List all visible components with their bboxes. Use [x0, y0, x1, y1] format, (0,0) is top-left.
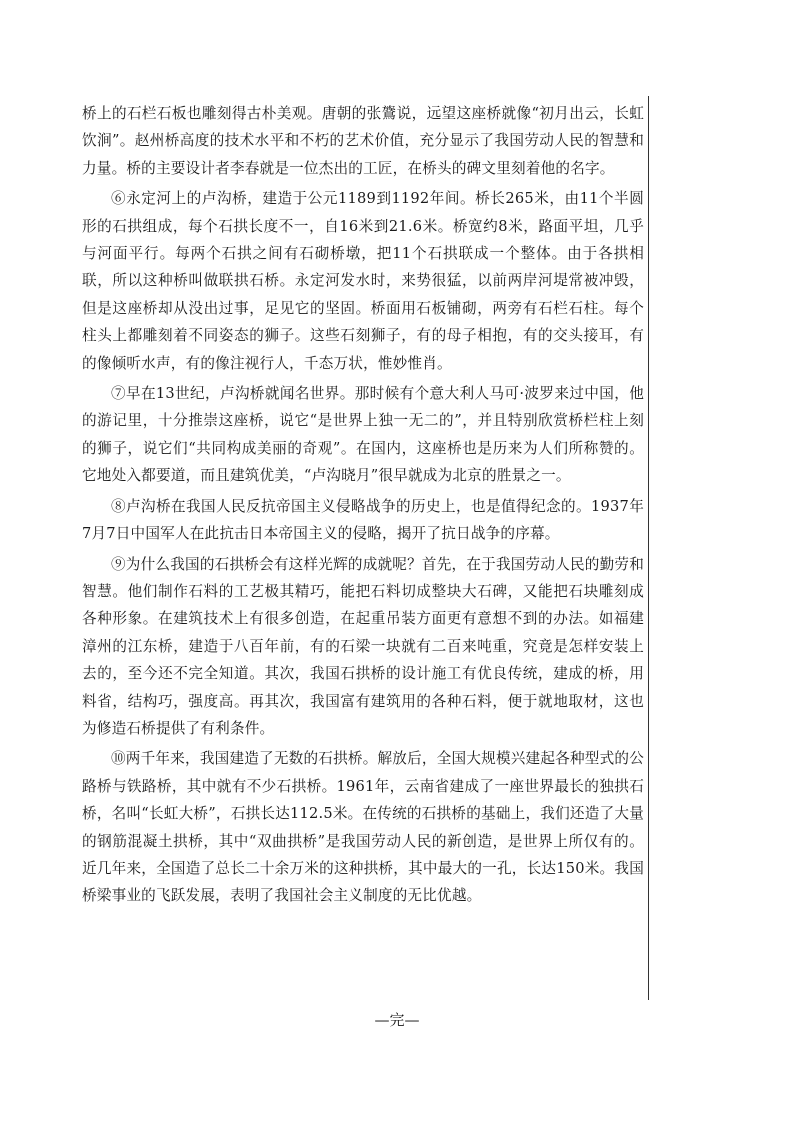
- paragraph-8: ⑧卢沟桥在我国人民反抗帝国主义侵略战争的历史上，也是值得纪念的。1937年7月7日中国军人在此抗击日本帝国主义的侵略，揭开了抗日战争的序幕。: [82, 497, 644, 543]
- paragraph-7: ⑦早在13世纪，卢沟桥就闻名世界。那时候有个意大利人马可·波罗来过中国，他的游记里，十分推崇这座桥，说它“是世界上独一无二的”，并且特别欣赏桥栏柱上刻的狮子，说它们“共同构成美丽的奇观”。在国内，这座桥也是历来为人们所称赞的。它地处入都要道，而且建筑优美，“卢沟晓月”很早就成为北京的胜景之一。: [82, 385, 644, 485]
- paragraph-6: ⑥永定河上的卢沟桥，建造于公元1189到1192年间。桥长265米，由11个半圆形的石拱组成，每个石拱长度不一，自16米到21.6米。桥宽约8米，路面平坦，几乎与河面平行。每两个石拱之间有石砌桥墩，把11个石拱联成一个整体。由于各拱相联，所以这种桥叫做联拱石桥。永定河发水时，来势很猛，以前两岸河堤常被冲毁，但是这座桥却从没出过事，足见它的坚固。桥面用石板铺砌，两旁有石栏石柱。每个柱头上都雕刻着不同姿态的狮子。这些石刻狮子，有的母子相抱，有的交头接耳，有的像倾听水声，有的像注视行人，千态万状，惟妙惟肖。: [82, 190, 644, 372]
- margin-rule: [648, 96, 649, 1000]
- paragraph-9: ⑨为什么我国的石拱桥会有这样光辉的成就呢？首先，在于我国劳动人民的勤劳和智慧。他们制作石料的工艺极其精巧，能把石料切成整块大石碑，又能把石块雕刻成各种形象。在建筑技术上有很多创造，在起重吊装方面更有意想不到的办法。如福建漳州的江东桥，建造于八百年前，有的石梁一块就有二百来吨重，究竟是怎样安装上去的，至今还不完全知道。其次，我国石拱桥的设计施工有优良传统，建成的桥，用料省，结构巧，强度高。再其次，我国富有建筑用的各种石料，便于就地取材，这也为修造石桥提供了有利条件。: [82, 555, 644, 737]
- paragraph-10: ⑩两千年来，我国建造了无数的石拱桥。解放后，全国大规模兴建起各种型式的公路桥与铁路桥，其中就有不少石拱桥。1961年，云南省建成了一座世界最长的独拱石桥，名叫“长虹大桥”，石拱长达112.5米。在传统的石拱桥的基础上，我们还造了大量的钢筋混凝土拱桥，其中“双曲拱桥”是我国劳动人民的新创造，是世界上所仅有的。近几年来，全国造了总长二十余万米的这种拱桥，其中最大的一孔，长达150米。我国桥梁事业的飞跃发展，表明了我国社会主义制度的无比优越。: [82, 750, 644, 905]
- article-body: [82, 100, 644, 913]
- paragraph-continuation: 桥上的石栏石板也雕刻得古朴美观。唐朝的张鷟说，远望这座桥就像“初月出云，长虹饮涧”。赵州桥高度的技术水平和不朽的艺术价值，充分显示了我国劳动人民的智慧和力量。桥的主要设计者李春就是一位杰出的工匠，在桥头的碑文里刻着他的名字。: [82, 105, 644, 177]
- end-mark: —完—: [374, 1011, 420, 1029]
